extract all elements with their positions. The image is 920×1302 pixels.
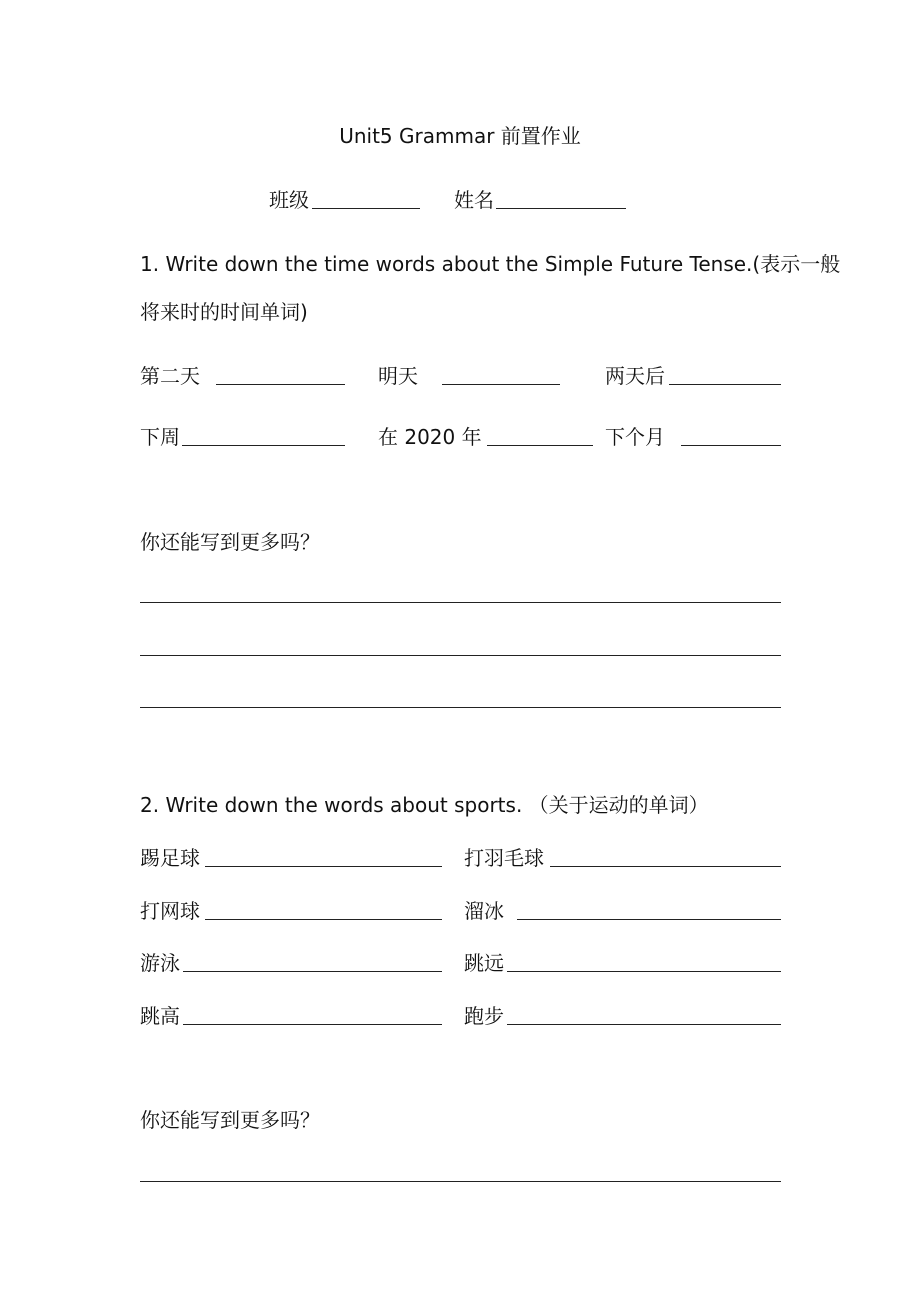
q2-sport-label: 打网球 xyxy=(140,899,200,923)
q2-instruction: 2. Write down the words about sports. （关于运动的单词） xyxy=(140,793,709,817)
q1-answer-blank[interactable] xyxy=(681,445,781,446)
q1-word-label: 下周 xyxy=(140,425,180,449)
class-label: 班级 xyxy=(269,188,309,212)
q2-sport-label: 跳远 xyxy=(464,951,504,975)
q2-answer-blank[interactable] xyxy=(183,971,442,972)
q1-answer-blank[interactable] xyxy=(669,384,781,385)
q2-answer-blank[interactable] xyxy=(507,971,781,972)
q1-writing-line[interactable] xyxy=(140,602,781,603)
page-title: Unit5 Grammar 前置作业 xyxy=(339,124,581,148)
q1-instruction-line1: 1. Write down the time words about the Simple Future Tense.(表示一般 xyxy=(140,252,841,276)
class-blank[interactable] xyxy=(312,208,420,209)
q2-sport-label: 打羽毛球 xyxy=(464,846,544,870)
name-label: 姓名 xyxy=(454,188,494,212)
q1-word-label: 在 2020 年 xyxy=(378,425,482,449)
q1-answer-blank[interactable] xyxy=(182,445,345,446)
q1-instruction-line2: 将来时的时间单词) xyxy=(140,300,308,324)
q2-sport-label: 踢足球 xyxy=(140,846,200,870)
q1-answer-blank[interactable] xyxy=(487,445,593,446)
q1-word-label: 两天后 xyxy=(605,364,665,388)
q1-writing-line[interactable] xyxy=(140,707,781,708)
q2-sport-label: 跳高 xyxy=(140,1004,180,1028)
q2-writing-line[interactable] xyxy=(140,1181,781,1182)
q1-word-label: 第二天 xyxy=(140,364,200,388)
q1-answer-blank[interactable] xyxy=(216,384,345,385)
q1-writing-line[interactable] xyxy=(140,655,781,656)
q2-sport-label: 游泳 xyxy=(140,951,180,975)
q2-sport-label: 跑步 xyxy=(464,1004,504,1028)
name-blank[interactable] xyxy=(496,208,626,209)
q1-word-label: 下个月 xyxy=(605,425,665,449)
q2-more-prompt: 你还能写到更多吗？ xyxy=(140,1108,320,1132)
q2-answer-blank[interactable] xyxy=(205,919,442,920)
q2-answer-blank[interactable] xyxy=(507,1024,781,1025)
q1-answer-blank[interactable] xyxy=(442,384,560,385)
q2-answer-blank[interactable] xyxy=(517,919,781,920)
q2-answer-blank[interactable] xyxy=(550,866,781,867)
q2-sport-label: 溜冰 xyxy=(464,899,504,923)
q2-answer-blank[interactable] xyxy=(183,1024,442,1025)
q1-word-label: 明天 xyxy=(378,364,418,388)
q2-answer-blank[interactable] xyxy=(205,866,442,867)
q1-more-prompt: 你还能写到更多吗？ xyxy=(140,530,320,554)
